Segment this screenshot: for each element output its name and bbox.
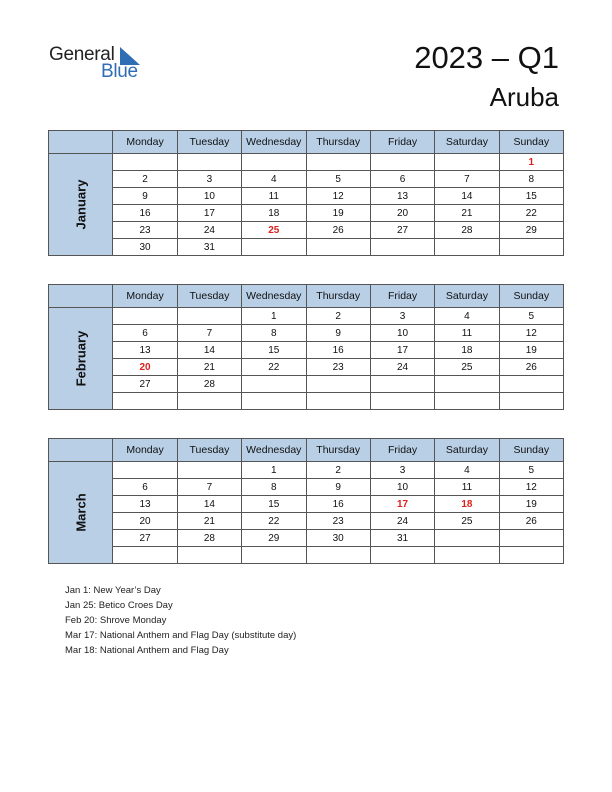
- day-cell: 12: [306, 188, 370, 205]
- day-cell: [242, 376, 306, 393]
- month-label-cell: [49, 308, 113, 410]
- header-corner: [49, 439, 113, 462]
- day-cell: 22: [242, 513, 306, 530]
- calendar-february: [48, 284, 564, 410]
- day-cell: [113, 547, 177, 564]
- day-cell: [113, 393, 177, 410]
- day-cell: [242, 547, 306, 564]
- day-cell: [435, 154, 499, 171]
- header-corner: [49, 285, 113, 308]
- day-cell: [306, 154, 370, 171]
- day-cell: [113, 462, 177, 479]
- weekday-header: Friday: [370, 131, 434, 154]
- weekday-header: Monday: [113, 285, 177, 308]
- day-cell: [306, 393, 370, 410]
- day-cell: 31: [370, 530, 434, 547]
- weekday-header: Sunday: [499, 131, 563, 154]
- day-cell: 19: [499, 496, 563, 513]
- week-row: [49, 513, 564, 530]
- holiday-note: Jan 25: Betico Croes Day: [65, 600, 173, 611]
- page-subtitle: Aruba: [489, 82, 559, 112]
- day-cell: 28: [435, 222, 499, 239]
- day-cell: 11: [435, 325, 499, 342]
- weekday-header: Thursday: [306, 439, 370, 462]
- day-cell: 23: [306, 513, 370, 530]
- logo: [49, 44, 159, 84]
- day-cell: 27: [370, 222, 434, 239]
- day-cell: 6: [370, 171, 434, 188]
- week-row: [49, 308, 564, 325]
- day-cell: 22: [242, 359, 306, 376]
- day-cell: 14: [177, 342, 241, 359]
- day-cell: [370, 239, 434, 256]
- day-cell: 22: [499, 205, 563, 222]
- weekday-header-row: [49, 131, 564, 154]
- day-cell: 16: [306, 342, 370, 359]
- day-cell: 9: [113, 188, 177, 205]
- day-cell: [435, 239, 499, 256]
- holiday-note: Jan 1: New Year’s Day: [65, 585, 161, 596]
- week-row: [49, 479, 564, 496]
- day-cell: [435, 547, 499, 564]
- day-cell: 25: [435, 513, 499, 530]
- day-cell: 8: [242, 479, 306, 496]
- day-cell: 13: [370, 188, 434, 205]
- day-cell: 21: [435, 205, 499, 222]
- day-cell: [499, 547, 563, 564]
- day-cell: [499, 393, 563, 410]
- week-row: [49, 462, 564, 479]
- weekday-header: Saturday: [435, 439, 499, 462]
- day-cell: 5: [499, 462, 563, 479]
- day-cell: 17: [370, 342, 434, 359]
- weekday-header-row: [49, 439, 564, 462]
- day-cell: 6: [113, 325, 177, 342]
- day-cell: 19: [306, 205, 370, 222]
- day-cell: [242, 393, 306, 410]
- weekday-header: Friday: [370, 439, 434, 462]
- day-cell: 16: [306, 496, 370, 513]
- week-row: [49, 205, 564, 222]
- day-cell: [177, 308, 241, 325]
- weekday-header: Monday: [113, 439, 177, 462]
- week-row: [49, 376, 564, 393]
- day-cell: 14: [435, 188, 499, 205]
- weekday-header: Saturday: [435, 285, 499, 308]
- day-cell: 10: [370, 479, 434, 496]
- weekday-header: Sunday: [499, 439, 563, 462]
- day-cell: 8: [242, 325, 306, 342]
- day-cell: 15: [242, 342, 306, 359]
- page-title: 2023 – Q1: [414, 40, 559, 75]
- day-cell: 16: [113, 205, 177, 222]
- day-cell: 27: [113, 530, 177, 547]
- day-cell: 24: [370, 513, 434, 530]
- month-name: February: [73, 330, 89, 387]
- day-cell: 8: [499, 171, 563, 188]
- day-cell: 5: [499, 308, 563, 325]
- week-row: [49, 171, 564, 188]
- day-cell: [242, 154, 306, 171]
- day-cell: 15: [499, 188, 563, 205]
- day-cell: [177, 462, 241, 479]
- week-row: [49, 530, 564, 547]
- day-cell: 18: [435, 342, 499, 359]
- day-cell: 23: [113, 222, 177, 239]
- day-cell: 7: [177, 325, 241, 342]
- day-cell: [499, 239, 563, 256]
- day-cell: 29: [499, 222, 563, 239]
- day-cell: 10: [370, 325, 434, 342]
- weekday-header: Saturday: [435, 131, 499, 154]
- day-cell: 28: [177, 376, 241, 393]
- weekday-header-row: [49, 285, 564, 308]
- day-cell: [177, 154, 241, 171]
- month-label-cell: [49, 462, 113, 564]
- day-cell: 13: [113, 496, 177, 513]
- week-row: [49, 222, 564, 239]
- day-cell: [370, 154, 434, 171]
- day-cell: 26: [306, 222, 370, 239]
- day-cell: 24: [370, 359, 434, 376]
- day-cell: 17: [370, 496, 434, 513]
- week-row: [49, 547, 564, 564]
- week-row: [49, 496, 564, 513]
- day-cell: 19: [499, 342, 563, 359]
- month-name: March: [73, 493, 89, 532]
- weekday-header: Sunday: [499, 285, 563, 308]
- day-cell: [177, 393, 241, 410]
- day-cell: 29: [242, 530, 306, 547]
- calendar-march: [48, 438, 564, 564]
- day-cell: [177, 547, 241, 564]
- day-cell: 9: [306, 479, 370, 496]
- week-row: [49, 239, 564, 256]
- weekday-header: Friday: [370, 285, 434, 308]
- day-cell: 14: [177, 496, 241, 513]
- holiday-notes: [65, 583, 296, 658]
- weekday-header: Tuesday: [177, 285, 241, 308]
- day-cell: 30: [306, 530, 370, 547]
- week-row: [49, 359, 564, 376]
- day-cell: 25: [435, 359, 499, 376]
- day-cell: 21: [177, 359, 241, 376]
- day-cell: [499, 530, 563, 547]
- day-cell: 2: [306, 462, 370, 479]
- day-cell: [242, 239, 306, 256]
- day-cell: [306, 547, 370, 564]
- day-cell: 18: [242, 205, 306, 222]
- logo-blue-text: Blue: [101, 61, 138, 82]
- day-cell: 13: [113, 342, 177, 359]
- header-corner: [49, 131, 113, 154]
- day-cell: [435, 376, 499, 393]
- week-row: [49, 342, 564, 359]
- day-cell: [113, 154, 177, 171]
- day-cell: 4: [242, 171, 306, 188]
- day-cell: 17: [177, 205, 241, 222]
- calendar-january: [48, 130, 564, 256]
- day-cell: 2: [306, 308, 370, 325]
- day-cell: 1: [242, 462, 306, 479]
- week-row: [49, 393, 564, 410]
- day-cell: [113, 308, 177, 325]
- day-cell: 12: [499, 479, 563, 496]
- day-cell: 1: [499, 154, 563, 171]
- week-row: [49, 154, 564, 171]
- day-cell: 3: [177, 171, 241, 188]
- day-cell: 28: [177, 530, 241, 547]
- weekday-header: Monday: [113, 131, 177, 154]
- day-cell: [306, 239, 370, 256]
- day-cell: 3: [370, 308, 434, 325]
- day-cell: 24: [177, 222, 241, 239]
- day-cell: 6: [113, 479, 177, 496]
- day-cell: [370, 393, 434, 410]
- day-cell: [306, 376, 370, 393]
- day-cell: 7: [435, 171, 499, 188]
- day-cell: 2: [113, 171, 177, 188]
- day-cell: 20: [113, 359, 177, 376]
- weekday-header: Wednesday: [242, 439, 306, 462]
- day-cell: 20: [370, 205, 434, 222]
- day-cell: 12: [499, 325, 563, 342]
- day-cell: 31: [177, 239, 241, 256]
- day-cell: 27: [113, 376, 177, 393]
- day-cell: 21: [177, 513, 241, 530]
- day-cell: 3: [370, 462, 434, 479]
- day-cell: [370, 376, 434, 393]
- weekday-header: Tuesday: [177, 439, 241, 462]
- weekday-header: Thursday: [306, 131, 370, 154]
- day-cell: [499, 376, 563, 393]
- day-cell: 25: [242, 222, 306, 239]
- month-name: January: [73, 179, 89, 230]
- day-cell: 4: [435, 462, 499, 479]
- day-cell: [435, 393, 499, 410]
- day-cell: 1: [242, 308, 306, 325]
- weekday-header: Thursday: [306, 285, 370, 308]
- day-cell: 10: [177, 188, 241, 205]
- week-row: [49, 325, 564, 342]
- day-cell: 18: [435, 496, 499, 513]
- day-cell: 7: [177, 479, 241, 496]
- week-row: [49, 188, 564, 205]
- day-cell: 26: [499, 513, 563, 530]
- logo-general-text: General: [49, 44, 115, 65]
- day-cell: 9: [306, 325, 370, 342]
- month-label-cell: [49, 154, 113, 256]
- day-cell: [370, 547, 434, 564]
- day-cell: 4: [435, 308, 499, 325]
- holiday-note: Feb 20: Shrove Monday: [65, 615, 167, 626]
- weekday-header: Wednesday: [242, 131, 306, 154]
- day-cell: 30: [113, 239, 177, 256]
- holiday-note: Mar 18: National Anthem and Flag Day: [65, 645, 229, 656]
- day-cell: 15: [242, 496, 306, 513]
- day-cell: 26: [499, 359, 563, 376]
- day-cell: [435, 530, 499, 547]
- weekday-header: Tuesday: [177, 131, 241, 154]
- day-cell: 20: [113, 513, 177, 530]
- day-cell: 23: [306, 359, 370, 376]
- day-cell: 11: [242, 188, 306, 205]
- day-cell: 11: [435, 479, 499, 496]
- holiday-note: Mar 17: National Anthem and Flag Day (substitute day): [65, 630, 297, 641]
- day-cell: 5: [306, 171, 370, 188]
- weekday-header: Wednesday: [242, 285, 306, 308]
